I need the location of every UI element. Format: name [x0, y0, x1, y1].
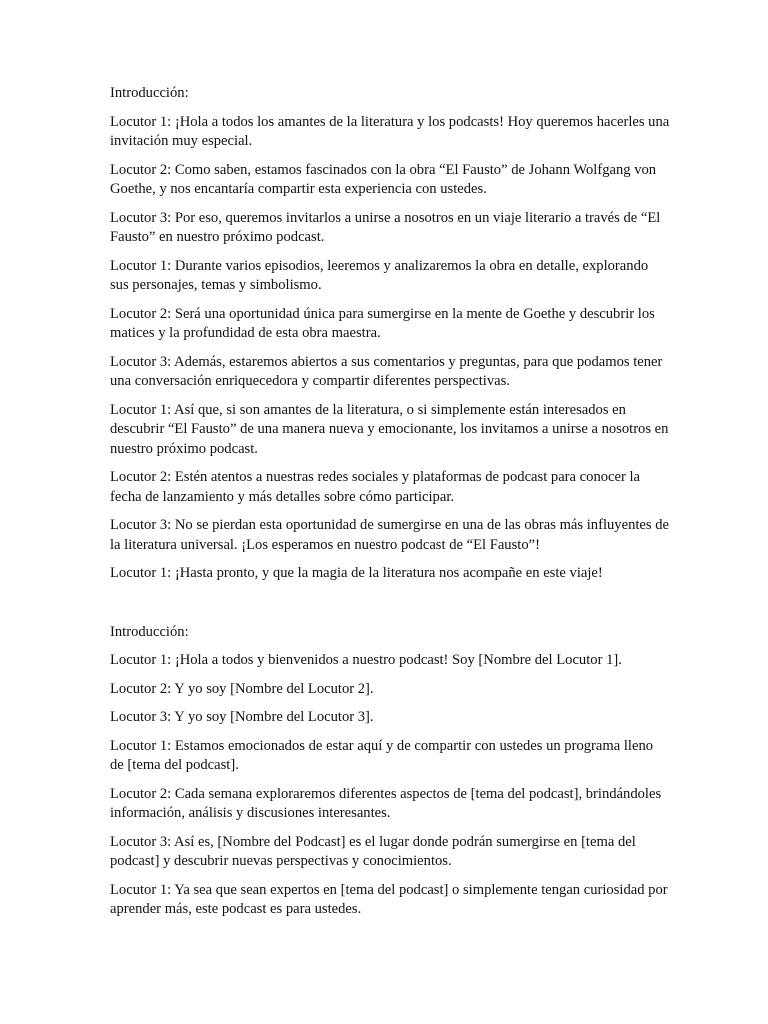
- paragraph: Locutor 2: Será una oportunidad única para sumergirse en la mente de Goethe y descubrir los matices y la profundidad de esta obra maestra.: [110, 305, 655, 341]
- paragraph: Locutor 3: Así es, [Nombre del Podcast] es el lugar donde podrán sumergirse en [tema del podcast] y descubrir nuevas perspectivas y conocimientos.: [110, 833, 636, 869]
- paragraph: Locutor 1: Así que, si son amantes de la literatura, o si simplemente están interesados en descubrir “El Fausto” de una manera nueva y emocionante, los invitamos a unirse a nosotros en nuestro próximo podcast.: [110, 401, 669, 457]
- paragraph: Locutor 1: Estamos emocionados de estar aquí y de compartir con ustedes un programa lleno de [tema del podcast].: [110, 737, 654, 773]
- paragraph: Locutor 2: Y yo soy [Nombre del Locutor 2].: [110, 680, 374, 697]
- paragraph: Locutor 1: ¡Hola a todos los amantes de la literatura y los podcasts! Hoy queremos hacerles una invitación muy especial.: [110, 113, 670, 149]
- paragraph: Locutor 1: ¡Hola a todos y bienvenidos a nuestro podcast! Soy [Nombre del Locutor 1].: [110, 652, 622, 668]
- paragraph: Locutor 3: Por eso, queremos invitarlos a unirse a nosotros en un viaje literario a través de “El Fausto” en nuestro próximo podcast.: [110, 209, 661, 245]
- paragraph: Locutor 1: Ya sea que sean expertos en [tema del podcast] o simplemente tengan curiosidad por aprender más, este podcast es para ustedes.: [110, 881, 668, 917]
- section-spacer: [110, 593, 670, 623]
- section-heading: Introducción:: [110, 623, 189, 640]
- section-heading: Introducción:: [110, 85, 189, 101]
- paragraph: Locutor 2: Estén atentos a nuestras redes sociales y plataformas de podcast para conocer la fecha de lanzamiento y más detalles sobre cómo participar.: [110, 469, 641, 505]
- paragraph: Locutor 3: Además, estaremos abiertos a sus comentarios y preguntas, para que podamos tener una conversación enriquecedora y compartir diferentes perspectivas.: [110, 353, 663, 389]
- paragraph: Locutor 3: Y yo soy [Nombre del Locutor 3].: [110, 709, 374, 725]
- paragraph: Locutor 2: Como saben, estamos fascinados con la obra “El Fausto” de Johann Wolfgang von Goethe, y nos encantaría compartir esta experiencia con ustedes.: [110, 161, 657, 197]
- paragraph: Locutor 1: Durante varios episodios, leeremos y analizaremos la obra en detalle, explorando sus personajes, temas y simbolismo.: [110, 257, 649, 293]
- document-body: [110, 84, 670, 929]
- paragraph: Locutor 2: Cada semana exploraremos diferentes aspectos de [tema del podcast], brindándoles información, análisis y discusiones interesantes.: [110, 785, 662, 821]
- paragraph: Locutor 1: ¡Hasta pronto, y que la magia de la literatura nos acompañe en este viaje!: [110, 565, 603, 581]
- paragraph: Locutor 3: No se pierdan esta oportunidad de sumergirse en una de las obras más influyentes de la literatura universal. ¡Los esperamos en nuestro podcast de “El Fausto”!: [110, 517, 670, 553]
